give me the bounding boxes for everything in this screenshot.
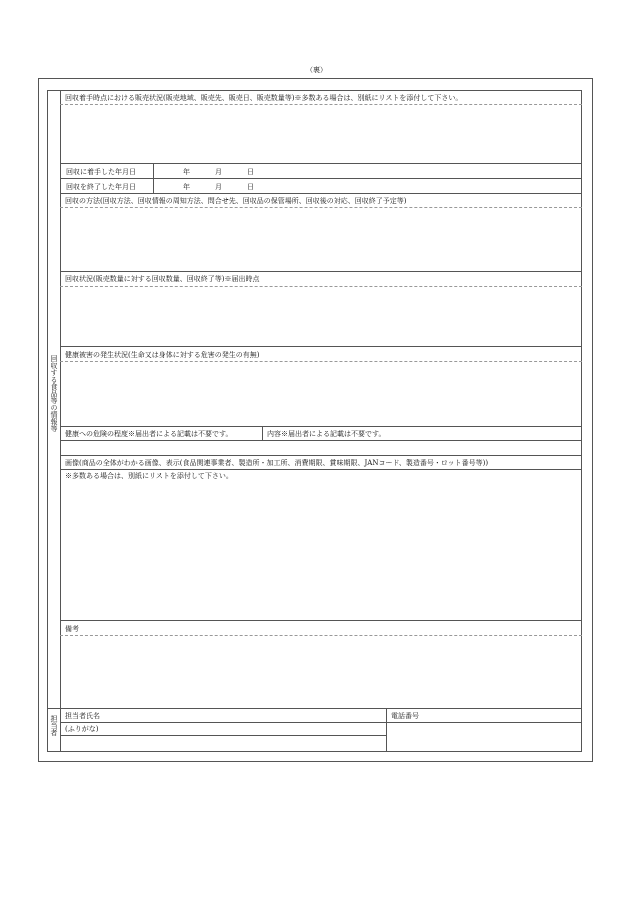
divider [262,426,263,440]
risk-content-field[interactable] [61,441,581,455]
end-date-label: 回収を終了した年月日 [66,183,136,191]
start-date-month: 月 [215,168,222,176]
end-date-day: 日 [247,183,254,191]
content-label: 内容※届出者による記載は不要です。 [267,430,386,438]
phone-field[interactable] [387,723,581,751]
divider [60,426,582,427]
remarks-label: 備考 [65,625,79,633]
method-field[interactable] [61,208,581,271]
page-marker: （裏） [306,66,327,74]
divider [60,620,582,621]
end-date-year: 年 [183,183,190,191]
start-date-year: 年 [183,168,190,176]
divider [60,271,582,272]
method-label: 回収の方法(回収方法、回収情報の周知方法、問合せ先、回収品の保管場所、回収後の対応、回収終了予定等) [65,197,407,205]
start-date-label: 回収に着手した年月日 [66,168,136,176]
section-label-person: 担当者 [50,715,58,736]
images-label: 画像(商品の全体がわかる画像、表示(食品関連事業者、製造所・加工所、消費期限、賞味期限、JANコード、製造番号・ロット番号等)) [65,459,489,467]
health-damage-field[interactable] [61,362,581,426]
recall-status-label: 回収状況(販売数量に対する回収数量、回収終了等)※届出時点 [65,275,260,283]
divider [60,346,582,347]
divider [60,193,582,194]
start-date-day: 日 [247,168,254,176]
health-damage-label: 健康被害の発生状況(生命又は身体に対する危害の発生の有無) [65,351,260,359]
recall-status-field[interactable] [61,287,581,346]
person-name-field[interactable] [61,736,385,751]
phone-label: 電話番号 [391,712,419,720]
divider [60,455,582,456]
divider [60,469,582,470]
section-divider [47,708,582,709]
person-name-label: 担当者氏名 [65,712,100,720]
sales-status-field[interactable] [61,105,581,163]
remarks-field[interactable] [61,636,581,707]
images-note: ※多数ある場合は、別紙にリストを添付して下さい。 [65,472,233,480]
section-label-food-info: 回収する食品等の情報等 [50,355,58,432]
furigana-label: (ふりがな) [65,725,99,733]
sales-status-label: 回収着手時点における販売状況(販売地域、販売先、販売日、販売数量等)※多数ある場合は、別紙にリストを添付して下さい。 [65,94,463,102]
images-field[interactable] [61,482,581,620]
end-date-month: 月 [215,183,222,191]
risk-level-label: 健康への危険の程度※届出者による記載は不要です。 [65,430,233,438]
